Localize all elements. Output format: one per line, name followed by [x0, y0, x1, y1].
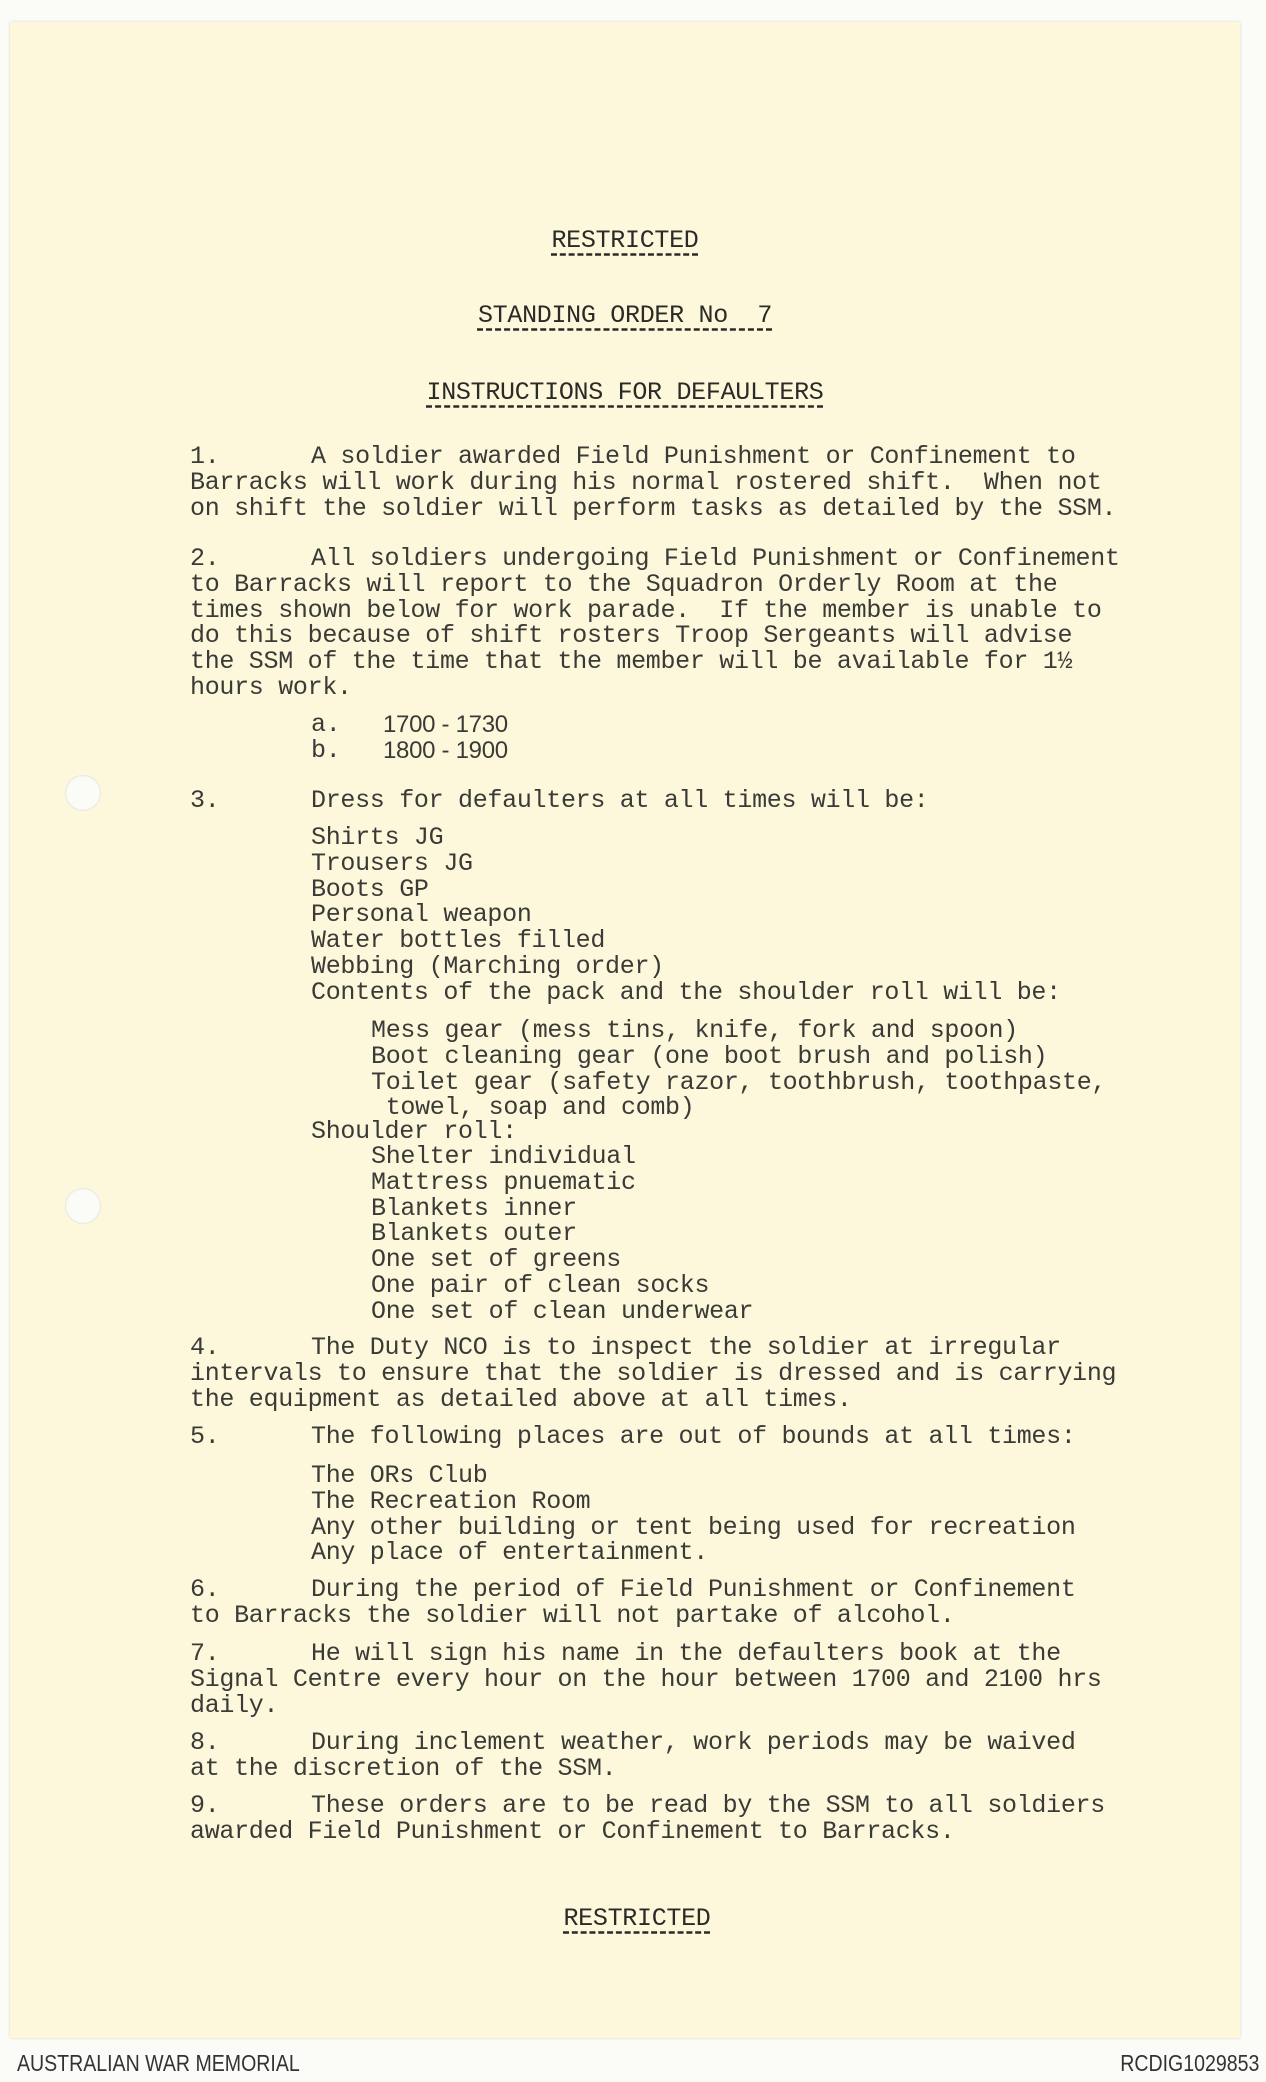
- dress-item: Webbing (Marching order): [311, 952, 664, 981]
- dress-item: Trousers JG: [311, 848, 473, 878]
- classification-header: RESTRICTED: [551, 226, 699, 255]
- paragraph-number: 9.: [190, 1791, 220, 1820]
- paragraph-line: awarded Field Punishment or Confinement to Barracks.: [190, 1816, 955, 1846]
- paragraph-number: 5.: [190, 1422, 220, 1451]
- paragraph-first-line: The following places are out of bounds at all times:: [311, 1422, 1076, 1451]
- pack-item: Mess gear (mess tins, knife, fork and spoon): [371, 1016, 1018, 1045]
- roll-item: One pair of clean socks: [371, 1271, 710, 1300]
- archive-credit: AUSTRALIAN WAR MEMORIAL: [16, 2050, 300, 2076]
- punch-hole: [65, 1188, 101, 1224]
- roll-item: Blankets inner: [371, 1193, 577, 1223]
- out-of-bounds-item: Any place of entertainment.: [311, 1538, 708, 1568]
- paragraph-first-line: Dress for defaulters at all times will be:: [311, 786, 929, 815]
- pack-item: towel, soap and comb): [371, 1093, 695, 1123]
- classification-footer: RESTRICTED: [563, 1904, 711, 1933]
- document-subtitle: INSTRUCTIONS FOR DEFAULTERS: [426, 378, 824, 407]
- paragraph-first-line: A soldier awarded Field Punishment or Confinement to: [311, 442, 1076, 471]
- time-label: b.: [311, 735, 341, 765]
- time-value: 1700 - 1730: [383, 711, 508, 738]
- dress-item: Water bottles filled: [311, 926, 606, 956]
- paragraph-number: 8.: [190, 1728, 220, 1757]
- paragraph-line: times shown below for work parade. If the member is unable to: [190, 595, 1102, 625]
- paragraph-line: at the discretion of the SSM.: [190, 1753, 617, 1783]
- paragraph-first-line: During the period of Field Punishment or Confinement: [311, 1575, 1076, 1604]
- dress-item: Contents of the pack and the shoulder roll will be:: [311, 977, 1061, 1007]
- document-page: [10, 22, 1240, 2038]
- shoulder-roll-label: Shoulder roll:: [311, 1117, 517, 1146]
- roll-item: Blankets outer: [371, 1219, 577, 1249]
- time-value: 1800 - 1900: [383, 736, 508, 764]
- paragraph-number: 2.: [190, 544, 220, 573]
- roll-item: One set of greens: [371, 1245, 621, 1275]
- paragraph-line: daily.: [190, 1690, 279, 1720]
- paragraph-line: to Barracks the soldier will not partake of alcohol.: [190, 1600, 955, 1630]
- paragraph-line: the SSM of the time that the member will be available for 1½: [190, 647, 1073, 677]
- paragraph-first-line: The Duty NCO is to inspect the soldier at irregular: [311, 1333, 1061, 1362]
- paragraph-number: 1.: [190, 442, 220, 471]
- pack-item: Boot cleaning gear (one boot brush and polish): [371, 1041, 1048, 1071]
- paragraph-line: on shift the soldier will perform tasks as detailed by the SSM.: [190, 493, 1117, 523]
- paragraph-number: 3.: [190, 786, 220, 815]
- paragraph-first-line: He will sign his name in the defaulters book at the: [311, 1639, 1061, 1668]
- paragraph-line: intervals to ensure that the soldier is dressed and is carrying: [190, 1358, 1117, 1388]
- paragraph-line: Barracks will work during his normal rostered shift. When not: [190, 467, 1102, 497]
- paragraph-first-line: All soldiers undergoing Field Punishment or Confinement: [311, 544, 1120, 573]
- out-of-bounds-item: Any other building or tent being used for recreation: [311, 1512, 1076, 1542]
- roll-item: Shelter individual: [371, 1142, 636, 1171]
- punch-hole: [65, 775, 101, 811]
- roll-item: Mattress pnuematic: [371, 1167, 636, 1197]
- paragraph-line: do this because of shift rosters Troop Sergeants will advise: [190, 621, 1073, 651]
- out-of-bounds-item: The ORs Club: [311, 1461, 488, 1490]
- paragraph-number: 4.: [190, 1333, 220, 1362]
- paragraph-line: the equipment as detailed above at all times.: [190, 1384, 852, 1414]
- document-title: STANDING ORDER No 7: [477, 301, 773, 330]
- paragraph-line: to Barracks will report to the Squadron Orderly Room at the: [190, 569, 1058, 599]
- paragraph-line: hours work.: [190, 673, 352, 702]
- paragraph-first-line: These orders are to be read by the SSM to all soldiers: [311, 1791, 1105, 1820]
- out-of-bounds-item: The Recreation Room: [311, 1486, 591, 1516]
- dress-item: Boots GP: [311, 874, 429, 904]
- time-label: a.: [311, 710, 341, 739]
- dress-item: Personal weapon: [311, 900, 532, 930]
- paragraph-number: 7.: [190, 1639, 220, 1668]
- dress-item: Shirts JG: [311, 823, 444, 852]
- archive-id: RCDIG1029853: [1120, 2050, 1260, 2076]
- pack-item: Toilet gear (safety razor, toothbrush, toothpaste,: [371, 1067, 1107, 1097]
- paragraph-line: Signal Centre every hour on the hour between 1700 and 2100 hrs: [190, 1664, 1102, 1694]
- roll-item: One set of clean underwear: [371, 1296, 754, 1326]
- paragraph-first-line: During inclement weather, work periods may be waived: [311, 1728, 1076, 1757]
- paragraph-number: 6.: [190, 1575, 220, 1604]
